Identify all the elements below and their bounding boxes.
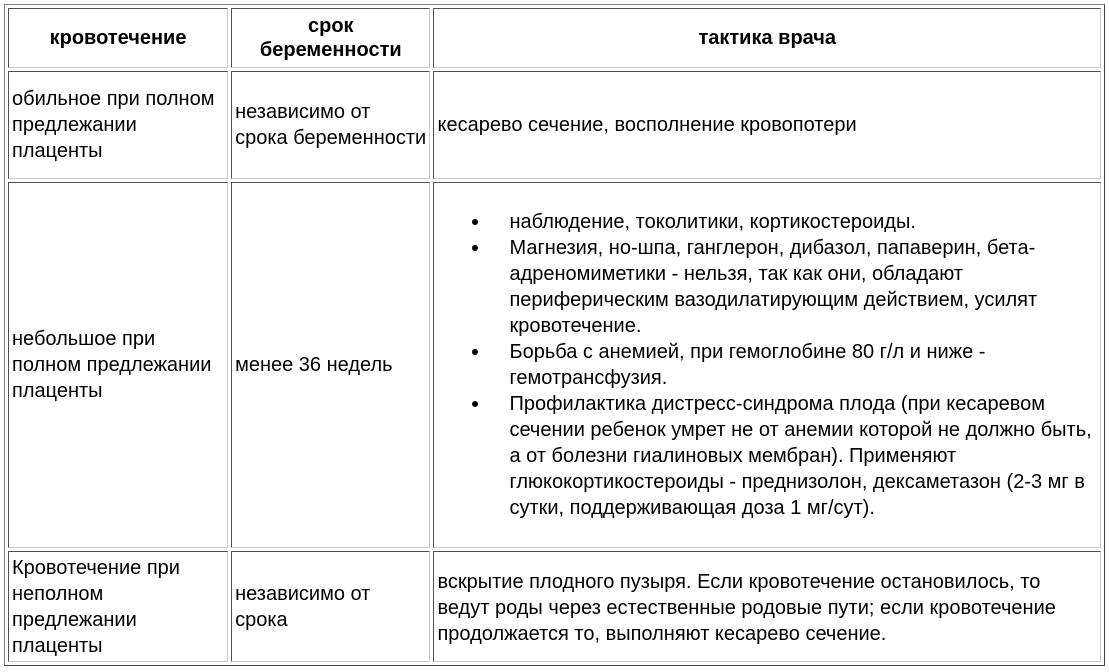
header-tactics-label: тактика врача xyxy=(698,27,837,49)
cell-term: независимо от срока xyxy=(231,551,430,662)
header-term-line1: срок xyxy=(307,15,354,37)
header-tactics xyxy=(433,8,1101,68)
tactics-list xyxy=(437,209,1097,521)
table-row xyxy=(8,71,1101,179)
cell-tactics: вскрытие плодного пузыря. Если кровотечение остановилось, то ведут роды через естественные родовые пути; если кровотечение продолжается то, выполняют кесарево сечение. xyxy=(433,551,1101,662)
cell-term: менее 36 недель xyxy=(231,182,430,548)
list-item: наблюдение, токолитики, кортикостероиды. xyxy=(509,209,1097,235)
header-term-line2: беременности xyxy=(259,39,402,61)
table-row xyxy=(8,182,1101,548)
list-item: Магнезия, но-шпа, ганглерон, дибазол, папаверин, бета-адреномиметики - нельзя, так как они, обладают периферическим вазодилатирующим действием, усилят кровотечение. xyxy=(509,235,1097,339)
cell-term: независимо от срока беременности xyxy=(231,71,430,179)
cell-bleeding: Кровотечение при неполном предлежании плаценты xyxy=(8,551,228,662)
table-row xyxy=(8,551,1101,662)
table-header-row xyxy=(8,8,1101,68)
cell-tactics: кесарево сечение, восполнение кровопотери xyxy=(433,71,1101,179)
tactics-table xyxy=(4,4,1105,666)
header-bleeding-label: кровотечение xyxy=(49,27,187,49)
cell-tactics xyxy=(433,182,1101,548)
cell-bleeding: небольшое при полном предлежании плаценты xyxy=(8,182,228,548)
header-term xyxy=(231,8,430,68)
list-item: Профилактика дистресс-синдрома плода (при кесаревом сечении ребенок умрет не от анемии которой не должно быть, а от болезни гиалиновых мембран). Применяют глюкокортикостероиды - преднизолон, дексаметазон (2-3 мг в сутки, поддерживающая доза 1 мг/сут). xyxy=(509,391,1097,521)
cell-bleeding: обильное при полном предлежании плаценты xyxy=(8,71,228,179)
header-bleeding xyxy=(8,8,228,68)
list-item: Борьба с анемией, при гемоглобине 80 г/л и ниже - гемотрансфузия. xyxy=(509,339,1097,391)
